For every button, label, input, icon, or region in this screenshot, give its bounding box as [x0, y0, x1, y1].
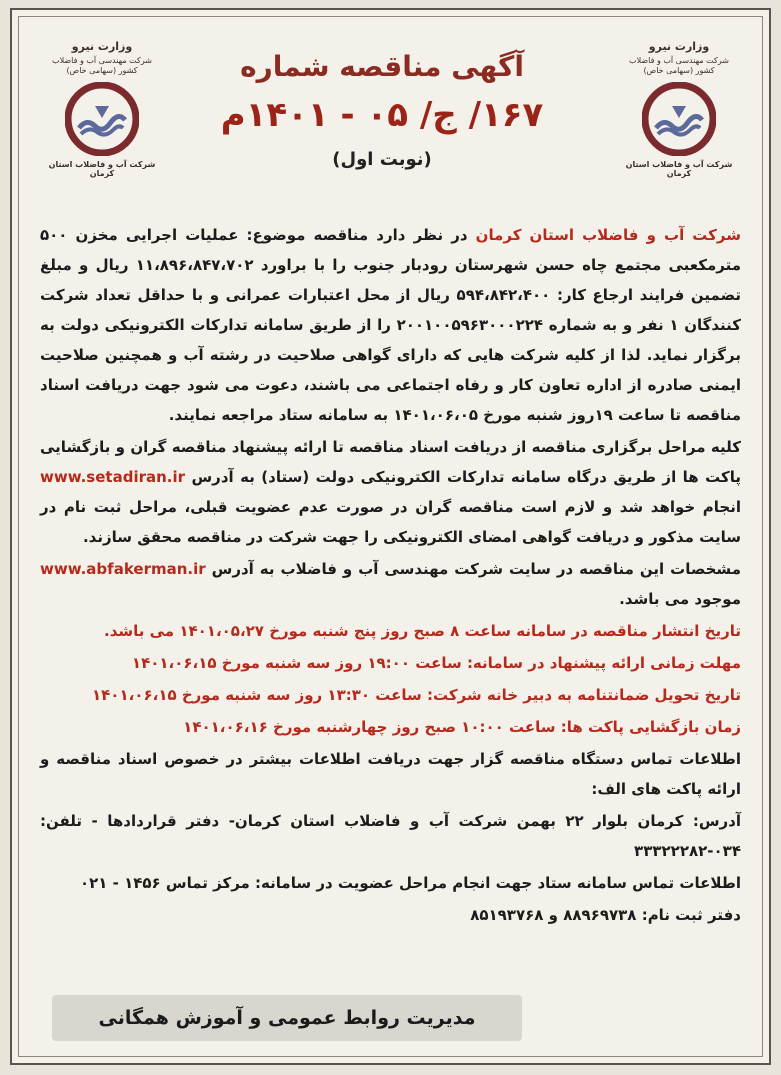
water-company-emblem-icon: [65, 82, 139, 156]
notice-title: آگهی مناقصه شماره: [240, 50, 524, 83]
notice-body: [40, 220, 741, 932]
logo-left: [42, 40, 162, 178]
tender-number: ۱۶۷/ ج/ ۰۵ - ۱۴۰۱م: [220, 95, 544, 135]
process-text-a: کلیه مراحل برگزاری مناقصه از دریافت اسناد مناقصه تا ارائه پیشنهاد مناقصه گران و بازگشایی پاکت ها از طریق درگاه سامانه تدارکات الکترونیکی دولت (ستاد) به آدرس: [40, 438, 741, 486]
contact-intro: اطلاعات تماس دستگاه مناقصه گزار جهت دریافت اطلاعات بیشتر در خصوص اسناد مناقصه و ارائه پاکت های الف:: [40, 750, 741, 798]
proposal-deadline: مهلت زمانی ارائه پیشنهاد در سامانه: ساعت ۱۹:۰۰ روز سه شنبه مورخ ۱۴۰۱،۰۶،۱۵: [131, 654, 741, 672]
provincial-company-label: شرکت آب و فاضلاب استان کرمان: [625, 160, 733, 178]
provincial-company-label: شرکت آب و فاضلاب استان کرمان: [48, 160, 156, 178]
paragraph-process: [40, 432, 741, 552]
publish-date: تاریخ انتشار مناقصه در سامانه ساعت ۸ صبح روز پنج شنبه مورخ ۱۴۰۱،۰۵،۲۷ می باشد.: [104, 622, 741, 640]
abfa-link[interactable]: www.abfakerman.ir: [40, 560, 206, 578]
footer-department: [52, 995, 522, 1041]
guarantee-delivery-date: تاریخ تحویل ضمانتنامه به دبیر خانه شرکت: ساعت ۱۳:۳۰ روز سه شنبه مورخ ۱۴۰۱،۰۶،۱۵: [91, 686, 741, 704]
opening-date: زمان بازگشایی پاکت ها: ساعت ۱۰:۰۰ صبح روز چهارشنبه مورخ ۱۴۰۱،۰۶،۱۶: [183, 718, 741, 736]
process-text-b: انجام خواهد شد و لازم است مناقصه گران در صورت عدم عضویت قبلی، مراحل ثبت نام در سایت مذکور و دریافت گواهی امضای الکترونیکی را جهت شرکت در مناقصه محقق سازند.: [40, 498, 741, 546]
notice-header: [212, 50, 552, 170]
water-company-emblem-icon: [642, 82, 716, 156]
notice-round: (نوبت اول): [332, 149, 432, 170]
logo-right: [619, 40, 739, 178]
company-name: شرکت آب و فاضلاب استان کرمان: [475, 226, 741, 244]
company-label: شرکت مهندسی آب و فاضلاب کشور (سهامی خاص): [629, 56, 729, 75]
company-label: شرکت مهندسی آب و فاضلاب کشور (سهامی خاص): [52, 56, 152, 75]
specs-text-b: موجود می باشد.: [619, 590, 741, 608]
address-line: آدرس: کرمان بلوار ۲۲ بهمن شرکت آب و فاضلاب استان کرمان- دفتر قراردادها - تلفن: ۰۳۴-۳۳۳۲۲۲۸۲: [40, 812, 741, 860]
paragraph-subject: [40, 220, 741, 430]
specs-text-a: مشخصات این مناقصه در سایت شرکت مهندسی آب و فاضلاب به آدرس: [211, 560, 741, 578]
subject-text: در نظر دارد مناقصه موضوع: عملیات اجرایی مخزن ۵۰۰ مترمکعبی مجتمع چاه حسن شهرستان رودبار جنوب را با براورد ۱۱،۸۹۶،۸۴۷،۷۰۲ ریال و مبلغ تضمین فرایند ارجاع کار: ۵۹۴،۸۴۲،۴۰۰ ریال از محل اعتبارات عمرانی و با حداقل تعداد شرکت کنندگان ۱ نفر و به شماره ۲۰۰۱۰۰۵۹۶۳۰۰۰۲۲۴ را از طریق سامانه تدارکات الکترونیکی دولت به برگزار نماید. لذا از کلیه شرکت هایی که دارای گواهی صلاحیت در رشته آب و همچنین صلاحیت ایمنی صادره از اداره تعاون کار و رفاه اجتماعی می باشند، دعوت می شود جهت دریافت اسناد مناقصه تا ساعت ۱۹روز شنبه مورخ ۱۴۰۱،۰۶،۰۵ به سامانه ستاد مراجعه نمایند.: [40, 226, 742, 424]
ministry-label: وزارت نیرو: [71, 40, 133, 53]
ministry-label: وزارت نیرو: [648, 40, 710, 53]
paragraph-specs: [40, 554, 741, 614]
registry-line: دفتر ثبت نام: ۸۸۹۶۹۷۳۸ و ۸۵۱۹۳۷۶۸: [470, 906, 741, 924]
tender-notice: [10, 8, 771, 1065]
setad-contact-line: اطلاعات تماس سامانه ستاد جهت انجام مراحل عضویت در سامانه: مرکز تماس ۱۴۵۶ - ۰۲۱: [79, 874, 741, 892]
setad-link[interactable]: www.setadiran.ir: [40, 468, 186, 486]
footer-label: مدیریت روابط عمومی و آموزش همگانی: [98, 1007, 476, 1029]
